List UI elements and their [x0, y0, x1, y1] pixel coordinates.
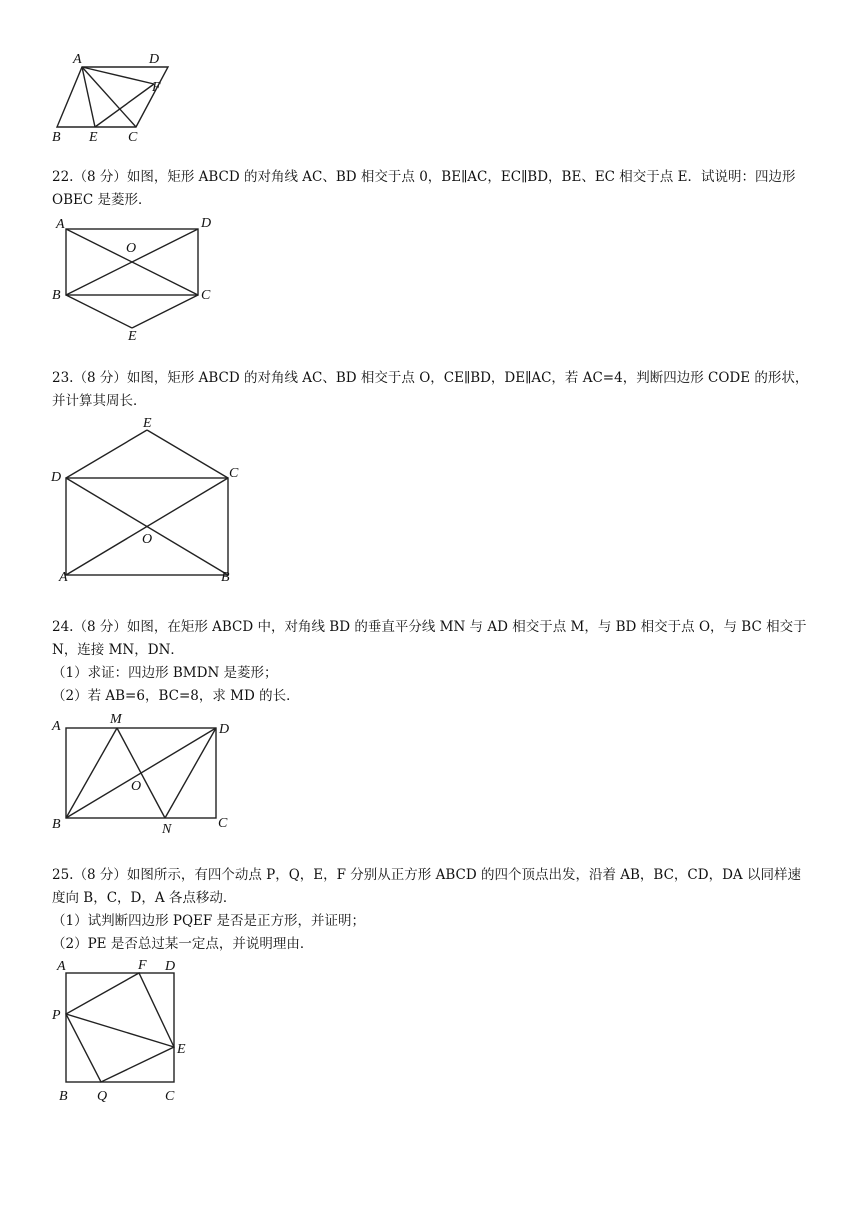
label-a: A: [57, 959, 66, 974]
label-a: A: [59, 570, 68, 585]
parallelogram-abcd: [57, 67, 168, 127]
problem-24-part-2: （2）若 AB=6，BC=8，求 MD 的长．: [52, 688, 300, 704]
label-b: B: [52, 817, 61, 832]
segment-de: [66, 430, 147, 478]
label-c: C: [218, 816, 228, 831]
problem-23: [52, 367, 812, 413]
segment-ac: [82, 67, 136, 127]
figure-24: [0, 708, 860, 838]
segment-ce: [132, 295, 198, 328]
label-o: O: [142, 532, 153, 547]
segment-ae: [82, 67, 95, 127]
segment-pe: [66, 1014, 174, 1047]
figure-25: [0, 955, 860, 1105]
label-b: B: [52, 130, 61, 145]
segment-af: [82, 67, 154, 84]
label-m: M: [110, 712, 122, 727]
problem-24-part-1: （1）求证：四边形 BMDN 是菱形；: [52, 665, 278, 681]
problem-22-text: 22.（8 分）如图，矩形 ABCD 的对角线 AC、BD 相交于点 0，BE∥AC，EC∥BD，BE、EC 相交于点 E．试说明：四边形 OBEC 是菱形．: [52, 169, 796, 208]
problem-25-text: 25.（8 分）如图所示，有四个动点 P，Q，E，F 分别从正方形 ABCD 的四个顶点出发，沿着 AB，BC，CD，DA 以同样速度向 B，C，D，A 各点移动．: [52, 867, 801, 906]
label-b: B: [221, 570, 230, 585]
problem-25-part-1: （1）试判断四边形 PQEF 是否是正方形，并证明；: [52, 913, 366, 929]
label-e: E: [128, 329, 137, 344]
label-p: P: [52, 1008, 61, 1023]
problem-24: [52, 616, 812, 708]
problem-24-text: 24.（8 分）如图，在矩形 ABCD 中，对角线 BD 的垂直平分线 MN 与 AD 相交于点 M，与 BD 相交于点 O，与 BC 相交于 N，连接 MN，DN．: [52, 619, 807, 658]
segment-bm: [66, 728, 117, 818]
problem-25: [52, 864, 812, 956]
label-e: E: [143, 416, 152, 431]
square-abcd: [66, 973, 174, 1082]
quadrilateral-pqef: [66, 973, 174, 1082]
label-a: A: [52, 719, 61, 734]
label-e: E: [177, 1042, 186, 1057]
label-d: D: [149, 52, 160, 67]
segment-ce: [147, 430, 228, 478]
label-n: N: [162, 822, 172, 837]
label-b: B: [52, 288, 61, 303]
label-c: C: [201, 288, 211, 303]
segment-mn: [117, 728, 165, 818]
figure-21: [0, 0, 860, 150]
label-a: A: [56, 217, 65, 232]
label-d: D: [219, 722, 230, 737]
label-d: D: [51, 470, 62, 485]
segment-dn: [165, 728, 216, 818]
figure-23: [0, 415, 860, 590]
figure-22: [0, 210, 860, 350]
problem-22: [52, 166, 812, 212]
label-d: D: [201, 216, 212, 231]
label-q: Q: [97, 1089, 108, 1104]
segment-be: [66, 295, 132, 328]
label-d: D: [165, 959, 176, 974]
label-c: C: [229, 466, 239, 481]
label-e: E: [89, 130, 98, 145]
label-f: F: [138, 958, 147, 973]
label-c: C: [165, 1089, 175, 1104]
problem-25-part-2: （2）PE 是否总过某一定点，并说明理由．: [52, 936, 314, 952]
problem-23-text: 23.（8 分）如图，矩形 ABCD 的对角线 AC、BD 相交于点 O，CE∥BD，DE∥AC，若 AC=4，判断四边形 CODE 的形状，并计算其周长．: [52, 370, 809, 409]
label-f: F: [152, 80, 161, 95]
label-b: B: [59, 1089, 68, 1104]
label-c: C: [128, 130, 138, 145]
label-a: A: [73, 52, 82, 67]
label-o: O: [126, 241, 137, 256]
label-o: O: [131, 779, 142, 794]
